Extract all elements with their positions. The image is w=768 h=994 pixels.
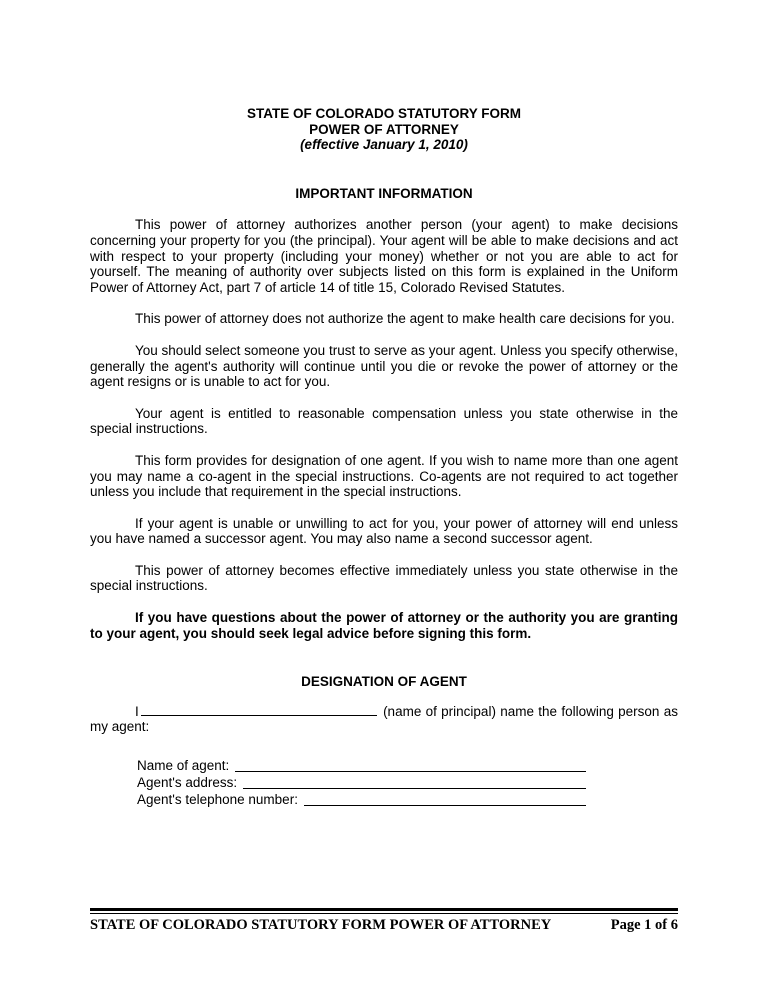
designation-paragraph [90,704,678,735]
agent-address-row [137,774,586,791]
paragraph-health-care: This power of attorney does not authorize the agent to make health care decisions for you. [135,311,675,327]
agent-name-row [137,757,586,774]
principal-name-field[interactable] [141,704,377,716]
paragraph-co-agent: This form provides for designation of one agent. If you wish to name more than one agent you may name a co-agent in the special instructions. Co-agents are not required to act together unless you include that requirement in the special instructions. [90,452,678,500]
heading-designation-of-agent: DESIGNATION OF AGENT [301,674,467,690]
agent-telephone-field[interactable] [304,804,586,806]
paragraph-seek-legal-advice: If you have questions about the power of attorney or the authority you are granting to your agent, you should seek legal advice before signing this form. [90,610,678,641]
footer-text [90,917,678,934]
paragraph-select-agent: You should select someone you trust to serve as your agent. Unless you specify otherwise, generally the agent's authority will continue until you die or revoke the power of attorney or the agent resigns or is unable to act for you. [90,342,678,390]
agent-name-label: Name of agent: [137,758,230,774]
agent-name-field[interactable] [235,770,586,772]
title-line-1: STATE OF COLORADO STATUTORY FORM [247,106,521,121]
paragraph-authorizes: This power of attorney authorizes another person (your agent) to make decisions concerning your property for you (the principal). Your agent will be able to make decisions and act with respect to your property (including your money) whether or not you are able to act for yourself. The meaning of authority over subjects listed on this form is explained in the Uniform Power of Attorney Act, part 7 of article 14 of title 15, Colorado Revised Statutes. [90,217,678,295]
paragraph-successor-agent: If your agent is unable or unwilling to act for you, your power of attorney will end unless you have named a successor agent. You may also name a second successor agent. [90,515,678,547]
agent-address-label: Agent's address: [137,775,238,791]
agent-telephone-label: Agent's telephone number: [137,792,298,808]
footer-page-number: Page 1 of 6 [610,917,678,933]
footer-rule [90,908,678,914]
page-content [90,106,678,808]
paragraph-effective-immediately: This power of attorney becomes effective immediately unless you state otherwise in the special instructions. [90,562,678,594]
designation-prefix: I [135,703,139,719]
title-line-2: POWER OF ATTORNEY [309,121,459,137]
paragraph-compensation: Your agent is entitled to reasonable compensation unless you state otherwise in the special instructions. [90,405,678,437]
footer-document-title: STATE OF COLORADO STATUTORY FORM POWER OF ATTORNEY [90,917,552,933]
agent-fields [137,757,586,808]
agent-telephone-row [137,791,586,808]
designation-suffix: (name of principal) name the following person as my agent: [90,703,678,735]
page-footer [90,908,678,934]
title-effective-date: (effective January 1, 2010) [300,137,468,153]
agent-address-field[interactable] [243,787,586,789]
heading-important-information: IMPORTANT INFORMATION [295,185,473,201]
document-title [90,106,678,153]
